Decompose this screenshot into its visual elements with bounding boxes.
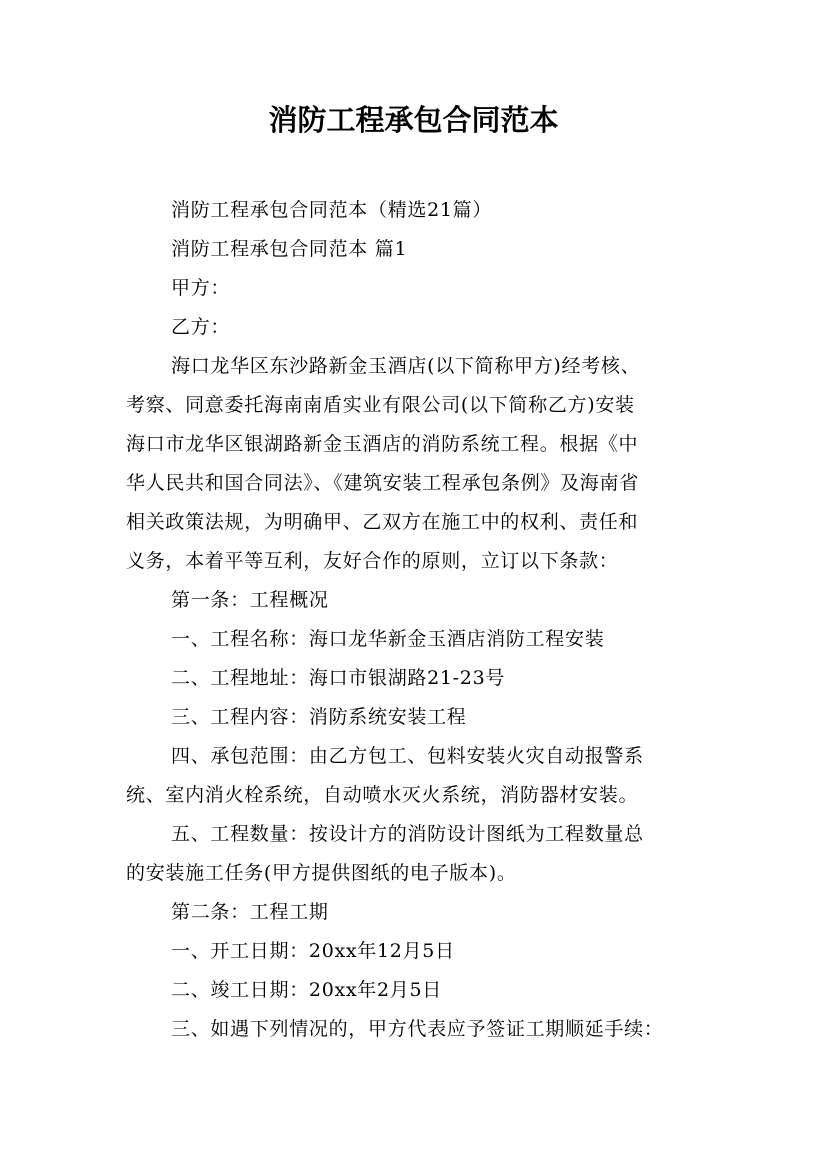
text-line: 考察、同意委托海南南盾实业有限公司(以下简称乙方)安装: [126, 394, 635, 416]
paragraph-article-1-heading: 第一条：工程概况: [171, 589, 329, 611]
paragraph-project-content: 三、工程内容：消防系统安装工程: [171, 706, 467, 728]
document-title: 消防工程承包合同范本: [268, 103, 559, 137]
paragraph-contract-scope: [126, 737, 712, 815]
text-line: 的安装施工任务(甲方提供图纸的电子版本)。: [126, 862, 517, 884]
paragraph-project-address: 二、工程地址：海口市银湖路21-23号: [171, 667, 506, 689]
text-line: 华人民共和国合同法》、《建筑安装工程承包条例》及海南省: [126, 472, 639, 494]
paragraph-extension-conditions: 三、如遇下列情况的，甲方代表应予签证工期顺延手续：: [171, 1018, 664, 1040]
text-line: 义务，本着平等互利，友好合作的原则，立订以下条款：: [126, 550, 619, 572]
text-line: 五、工程数量：按设计方的消防设计图纸为工程数量总: [171, 823, 644, 845]
paragraph-preamble: [126, 347, 712, 581]
paragraph-start-date: 一、开工日期：20xx年12月5日: [171, 940, 455, 962]
text-line: 相关政策法规，为明确甲、乙双方在施工中的权利、责任和: [126, 511, 639, 533]
text-line: 海口龙华区东沙路新金玉酒店(以下简称甲方)经考核、: [171, 355, 641, 377]
document-body: [126, 191, 712, 1049]
paragraph-article-2-heading: 第二条：工程工期: [171, 901, 329, 923]
text-line: 统、室内消火栓系统，自动喷水灭火系统，消防器材安装。: [126, 784, 639, 806]
paragraph-completion-date: 二、竣工日期：20xx年2月5日: [171, 979, 442, 1001]
text-line: 四、承包范围：由乙方包工、包料安装火灾自动报警系: [171, 745, 644, 767]
text-line: 海口市龙华区银湖路新金玉酒店的消防系统工程。根据《中: [126, 433, 639, 455]
paragraph-party-a: 甲方：: [171, 277, 231, 299]
paragraph-subtitle: 消防工程承包合同范本（精选21篇）: [171, 199, 493, 221]
paragraph-project-name: 一、工程名称：海口龙华新金玉酒店消防工程安装: [171, 628, 605, 650]
paragraph-party-b: 乙方：: [171, 316, 231, 338]
paragraph-project-quantity: [126, 815, 712, 893]
paragraph-section-heading: 消防工程承包合同范本 篇1: [171, 238, 408, 260]
